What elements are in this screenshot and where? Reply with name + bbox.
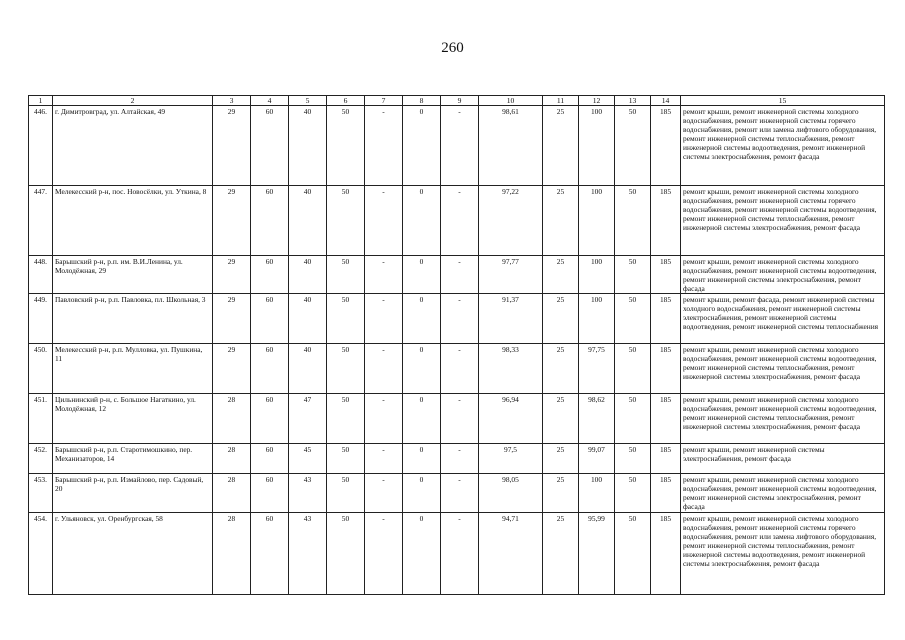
col-6-cell: 50 [327, 444, 365, 474]
row-number-cell: 454. [29, 512, 53, 594]
col-8-cell: 0 [403, 106, 441, 186]
col-10-cell: 98,05 [479, 474, 543, 512]
col-5-cell: 43 [289, 474, 327, 512]
col-3-cell: 28 [213, 512, 251, 594]
col-4-cell: 60 [251, 394, 289, 444]
col-9-cell: - [441, 106, 479, 186]
col-8-cell: 0 [403, 344, 441, 394]
address-cell: г. Ульяновск, ул. Оренбургская, 58 [53, 512, 213, 594]
col-5-cell: 40 [289, 344, 327, 394]
col-12-cell: 100 [579, 256, 615, 294]
col-10-cell: 97,22 [479, 186, 543, 256]
col-3-cell: 29 [213, 344, 251, 394]
address-cell: Павловский р-н, р.п. Павловка, пл. Школьная, 3 [53, 294, 213, 344]
col-14-cell: 185 [651, 256, 681, 294]
col-14-cell: 185 [651, 344, 681, 394]
col-8-cell: 0 [403, 186, 441, 256]
column-header-5: 5 [289, 96, 327, 106]
col-6-cell: 50 [327, 186, 365, 256]
col-14-cell: 185 [651, 294, 681, 344]
col-7-cell: - [365, 394, 403, 444]
col-7-cell: - [365, 512, 403, 594]
column-header-2: 2 [53, 96, 213, 106]
table-row [29, 256, 885, 294]
col-8-cell: 0 [403, 474, 441, 512]
col-8-cell: 0 [403, 394, 441, 444]
col-6-cell: 50 [327, 106, 365, 186]
col-3-cell: 28 [213, 444, 251, 474]
page-number: 260 [441, 40, 464, 56]
col-11-cell: 25 [543, 394, 579, 444]
col-4-cell: 60 [251, 474, 289, 512]
column-header-3: 3 [213, 96, 251, 106]
repair-works-cell: ремонт крыши, ремонт инженерной системы холодного водоснабжения, ремонт инженерной системы горячего водоснабжения, ремонт инженерной системы водоотведения, ремонт инженерной системы теплоснабжения, ремонт инженерной системы электроснабжения, ремонт фасада [681, 186, 885, 256]
col-4-cell: 60 [251, 106, 289, 186]
col-10-cell: 97,5 [479, 444, 543, 474]
col-14-cell: 185 [651, 106, 681, 186]
housing-register-table [28, 95, 885, 595]
col-8-cell: 0 [403, 512, 441, 594]
col-6-cell: 50 [327, 294, 365, 344]
row-number-cell: 449. [29, 294, 53, 344]
col-6-cell: 50 [327, 512, 365, 594]
column-header-11: 11 [543, 96, 579, 106]
col-8-cell: 0 [403, 256, 441, 294]
col-5-cell: 40 [289, 294, 327, 344]
repair-works-cell: ремонт крыши, ремонт инженерной системы холодного водоснабжения, ремонт инженерной системы водоотведения, ремонт инженерной системы теплоснабжения, ремонт инженерной системы электроснабжения, ремонт фасада [681, 394, 885, 444]
row-number-cell: 450. [29, 344, 53, 394]
col-5-cell: 40 [289, 256, 327, 294]
col-12-cell: 100 [579, 186, 615, 256]
col-9-cell: - [441, 512, 479, 594]
col-13-cell: 50 [615, 106, 651, 186]
col-8-cell: 0 [403, 294, 441, 344]
col-12-cell: 100 [579, 106, 615, 186]
col-10-cell: 94,71 [479, 512, 543, 594]
col-7-cell: - [365, 294, 403, 344]
repair-works-cell: ремонт крыши, ремонт инженерной системы холодного водоснабжения, ремонт инженерной системы водоотведения, ремонт инженерной системы теплоснабжения, ремонт инженерной системы электроснабжения, ремонт фасада [681, 344, 885, 394]
col-11-cell: 25 [543, 186, 579, 256]
col-8-cell: 0 [403, 444, 441, 474]
col-5-cell: 43 [289, 512, 327, 594]
col-14-cell: 185 [651, 394, 681, 444]
table-row [29, 394, 885, 444]
col-11-cell: 25 [543, 512, 579, 594]
col-9-cell: - [441, 474, 479, 512]
row-number-cell: 453. [29, 474, 53, 512]
col-7-cell: - [365, 186, 403, 256]
column-header-15: 15 [681, 96, 885, 106]
col-14-cell: 185 [651, 512, 681, 594]
col-3-cell: 29 [213, 256, 251, 294]
column-header-9: 9 [441, 96, 479, 106]
col-4-cell: 60 [251, 294, 289, 344]
address-cell: г. Димитровград, ул. Алтайская, 49 [53, 106, 213, 186]
table-row [29, 444, 885, 474]
col-3-cell: 28 [213, 394, 251, 444]
col-12-cell: 100 [579, 294, 615, 344]
col-4-cell: 60 [251, 444, 289, 474]
column-header-6: 6 [327, 96, 365, 106]
row-number-cell: 452. [29, 444, 53, 474]
column-header-8: 8 [403, 96, 441, 106]
repair-works-cell: ремонт крыши, ремонт фасада, ремонт инженерной системы холодного водоснабжения, ремонт инженерной системы электроснабжения, ремонт инженерной системы водоотведения, ремонт инженерной системы теплоснабжения [681, 294, 885, 344]
address-cell: Барышский р-н, р.п. Измайлово, пер. Садовый, 20 [53, 474, 213, 512]
repair-works-cell: ремонт крыши, ремонт инженерной системы электроснабжения, ремонт фасада [681, 444, 885, 474]
col-13-cell: 50 [615, 186, 651, 256]
col-13-cell: 50 [615, 444, 651, 474]
col-7-cell: - [365, 444, 403, 474]
col-6-cell: 50 [327, 256, 365, 294]
col-4-cell: 60 [251, 256, 289, 294]
col-4-cell: 60 [251, 512, 289, 594]
column-header-10: 10 [479, 96, 543, 106]
table-row [29, 474, 885, 512]
col-13-cell: 50 [615, 474, 651, 512]
address-cell: Цильнинский р-н, с. Большое Нагаткино, ул. Молодёжная, 12 [53, 394, 213, 444]
col-13-cell: 50 [615, 512, 651, 594]
row-number-cell: 448. [29, 256, 53, 294]
col-13-cell: 50 [615, 344, 651, 394]
col-9-cell: - [441, 294, 479, 344]
column-header-12: 12 [579, 96, 615, 106]
col-5-cell: 45 [289, 444, 327, 474]
col-13-cell: 50 [615, 256, 651, 294]
table-row [29, 294, 885, 344]
col-6-cell: 50 [327, 474, 365, 512]
row-number-cell: 446. [29, 106, 53, 186]
col-9-cell: - [441, 444, 479, 474]
col-7-cell: - [365, 344, 403, 394]
table-body [29, 106, 885, 594]
column-header-4: 4 [251, 96, 289, 106]
col-10-cell: 91,37 [479, 294, 543, 344]
column-header-14: 14 [651, 96, 681, 106]
table-row [29, 106, 885, 186]
col-11-cell: 25 [543, 474, 579, 512]
row-number-cell: 447. [29, 186, 53, 256]
col-11-cell: 25 [543, 344, 579, 394]
col-11-cell: 25 [543, 106, 579, 186]
col-12-cell: 99,07 [579, 444, 615, 474]
repair-works-cell: ремонт крыши, ремонт инженерной системы холодного водоснабжения, ремонт инженерной системы горячего водоснабжения, ремонт или замена лифтового оборудования, ремонт инженерной системы теплоснабжения, ремонт инженерной системы водоотведения, ремонт инженерной системы электроснабжения, ремонт фасада [681, 512, 885, 594]
col-11-cell: 25 [543, 294, 579, 344]
table-header-row [29, 96, 885, 106]
col-7-cell: - [365, 256, 403, 294]
col-3-cell: 29 [213, 106, 251, 186]
col-3-cell: 28 [213, 474, 251, 512]
col-9-cell: - [441, 344, 479, 394]
col-3-cell: 29 [213, 186, 251, 256]
column-header-7: 7 [365, 96, 403, 106]
col-10-cell: 98,33 [479, 344, 543, 394]
col-7-cell: - [365, 106, 403, 186]
col-5-cell: 47 [289, 394, 327, 444]
col-5-cell: 40 [289, 186, 327, 256]
table-row [29, 186, 885, 256]
table-row [29, 512, 885, 594]
address-cell: Мелекесский р-н, р.п. Мулловка, ул. Пушкина, 11 [53, 344, 213, 394]
col-6-cell: 50 [327, 344, 365, 394]
col-12-cell: 95,99 [579, 512, 615, 594]
col-14-cell: 185 [651, 474, 681, 512]
col-11-cell: 25 [543, 444, 579, 474]
repair-works-cell: ремонт крыши, ремонт инженерной системы холодного водоснабжения, ремонт инженерной системы водоотведения, ремонт инженерной системы электроснабжения, ремонт фасада [681, 474, 885, 512]
address-cell: Барышский р-н, р.п. Старотимошкино, пер. Механизаторов, 14 [53, 444, 213, 474]
col-4-cell: 60 [251, 344, 289, 394]
col-6-cell: 50 [327, 394, 365, 444]
row-number-cell: 451. [29, 394, 53, 444]
col-14-cell: 185 [651, 444, 681, 474]
col-4-cell: 60 [251, 186, 289, 256]
col-12-cell: 97,75 [579, 344, 615, 394]
column-header-1: 1 [29, 96, 53, 106]
col-13-cell: 50 [615, 294, 651, 344]
col-12-cell: 98,62 [579, 394, 615, 444]
col-3-cell: 29 [213, 294, 251, 344]
column-header-13: 13 [615, 96, 651, 106]
repair-works-cell: ремонт крыши, ремонт инженерной системы холодного водоснабжения, ремонт инженерной системы горячего водоснабжения, ремонт или замена лифтового оборудования, ремонт инженерной системы теплоснабжения, ремонт инженерной системы водоотведения, ремонт инженерной системы электроснабжения, ремонт фасада [681, 106, 885, 186]
table-row [29, 344, 885, 394]
col-5-cell: 40 [289, 106, 327, 186]
repair-works-cell: ремонт крыши, ремонт инженерной системы холодного водоснабжения, ремонт инженерной системы водоотведения, ремонт инженерной системы электроснабжения, ремонт фасада [681, 256, 885, 294]
col-13-cell: 50 [615, 394, 651, 444]
col-14-cell: 185 [651, 186, 681, 256]
col-12-cell: 100 [579, 474, 615, 512]
col-10-cell: 98,61 [479, 106, 543, 186]
col-9-cell: - [441, 256, 479, 294]
col-10-cell: 96,94 [479, 394, 543, 444]
col-9-cell: - [441, 394, 479, 444]
col-11-cell: 25 [543, 256, 579, 294]
col-9-cell: - [441, 186, 479, 256]
col-7-cell: - [365, 474, 403, 512]
address-cell: Мелекесский р-н, пос. Новосёлки, ул. Уткина, 8 [53, 186, 213, 256]
col-10-cell: 97,77 [479, 256, 543, 294]
address-cell: Барышский р-н, р.п. им. В.И.Ленина, ул. Молодёжная, 29 [53, 256, 213, 294]
